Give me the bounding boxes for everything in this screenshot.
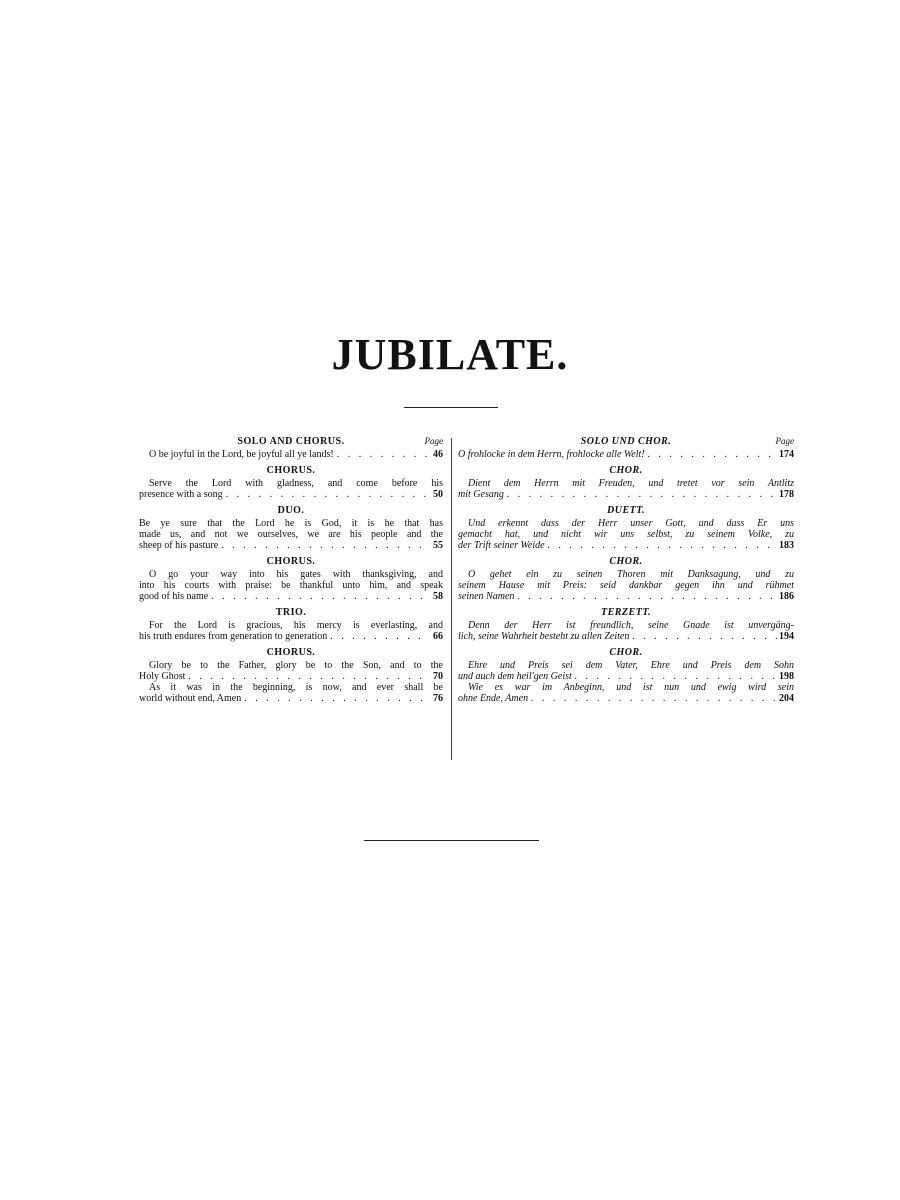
section-heading: CHOR. xyxy=(609,647,643,658)
line-text: As it was in the beginning, is now, and ever shall be xyxy=(149,682,443,693)
contents-line xyxy=(139,518,443,529)
line-text: lich, seine Wahrheit besteht zu allen Zeiten xyxy=(458,631,630,642)
dot-leader xyxy=(185,671,429,682)
section-heading: TERZETT. xyxy=(600,607,652,618)
contents-line xyxy=(139,580,443,591)
page-number: 198 xyxy=(779,671,794,682)
column-divider xyxy=(451,438,452,760)
page-number: 76 xyxy=(433,693,443,704)
page-number: 183 xyxy=(779,540,794,551)
dot-leader xyxy=(223,489,429,500)
dot-leader xyxy=(629,631,779,642)
contents-section xyxy=(458,505,794,551)
contents-line xyxy=(139,682,443,693)
line-text: Glory be to the Father, glory be to the Son, and to the xyxy=(149,660,443,671)
contents-line xyxy=(458,529,794,540)
contents-line xyxy=(139,591,443,602)
contents-section xyxy=(458,647,794,704)
line-text: und auch dem heil'gen Geist xyxy=(458,671,572,682)
contents-line xyxy=(458,591,794,602)
section-heading: CHORUS. xyxy=(266,465,316,476)
line-text: O frohlocke in dem Herrn, frohlocke alle Welt! xyxy=(458,449,645,460)
line-text: Denn der Herr ist freundlich, seine Gnade ist unvergäng- xyxy=(468,620,794,631)
page-number: 46 xyxy=(433,449,443,460)
line-text: der Trift seiner Weide xyxy=(458,540,545,551)
title-rule xyxy=(404,407,498,408)
section-heading: CHORUS. xyxy=(266,647,316,658)
dot-leader xyxy=(208,591,429,602)
contents-line xyxy=(458,671,794,682)
page-number: 204 xyxy=(779,693,794,704)
section-heading: DUO. xyxy=(277,505,305,516)
line-text: ohne Ende, Amen xyxy=(458,693,529,704)
english-contents xyxy=(139,436,443,709)
page-number: 194 xyxy=(779,631,794,642)
line-text: Und erkennt dass der Herr unser Gott, und dass Er uns xyxy=(468,518,794,529)
contents-section xyxy=(458,556,794,602)
contents-section xyxy=(458,465,794,500)
contents-section xyxy=(458,436,794,460)
dot-leader xyxy=(241,693,429,704)
contents-line xyxy=(139,478,443,489)
contents-section xyxy=(139,465,443,500)
line-text: made us, and not we ourselves, we are his people and the xyxy=(139,529,443,540)
line-text: his truth endures from generation to generation xyxy=(139,631,328,642)
contents-section xyxy=(139,607,443,642)
contents-line xyxy=(139,660,443,671)
section-heading: DUETT. xyxy=(607,505,645,516)
line-text: mit Gesang xyxy=(458,489,504,500)
section-heading: CHOR. xyxy=(609,465,643,476)
page-column-header: Page xyxy=(424,436,443,446)
dot-leader xyxy=(327,631,429,642)
contents-section xyxy=(139,505,443,551)
line-text: Wie es war im Anbeginn, und ist nun und ewig wird sein xyxy=(468,682,794,693)
dot-leader xyxy=(504,489,779,500)
page-number: 178 xyxy=(779,489,794,500)
line-text: good of his name xyxy=(139,591,209,602)
dot-leader xyxy=(218,540,429,551)
contents-line xyxy=(139,529,443,540)
dot-leader xyxy=(334,449,429,460)
line-text: gemacht hat, und nicht wir uns selbst, zu seinem Volke, zu xyxy=(458,529,794,540)
contents-line xyxy=(458,631,794,642)
contents-line xyxy=(139,540,443,551)
contents-line xyxy=(458,569,794,580)
page-number: 55 xyxy=(433,540,443,551)
line-text: seinem Hause mit Preis: seid dankbar gegen ihn und rühmet xyxy=(458,580,794,591)
line-text: Dient dem Herrn mit Freuden, und tretet vor sein Antlitz xyxy=(468,478,794,489)
contents-section xyxy=(139,556,443,602)
contents-line xyxy=(458,449,794,460)
page-number: 50 xyxy=(433,489,443,500)
line-text: Ehre und Preis sei dem Vater, Ehre und Preis dem Sohn xyxy=(468,660,794,671)
contents-line xyxy=(458,518,794,529)
dot-leader xyxy=(545,540,779,551)
contents-line xyxy=(458,620,794,631)
contents-line xyxy=(139,489,443,500)
dot-leader xyxy=(528,693,779,704)
page-number: 186 xyxy=(779,591,794,602)
contents-line xyxy=(139,449,443,460)
line-text: Serve the Lord with gladness, and come before his xyxy=(149,478,443,489)
dot-leader xyxy=(572,671,779,682)
page-number: 58 xyxy=(433,591,443,602)
line-text: presence with a song xyxy=(139,489,223,500)
contents-line xyxy=(458,660,794,671)
contents-line xyxy=(139,569,443,580)
dot-leader xyxy=(645,449,779,460)
contents-section xyxy=(139,647,443,704)
closing-rule xyxy=(364,840,539,841)
contents-line xyxy=(139,693,443,704)
line-text: world without end, Amen xyxy=(139,693,242,704)
line-text: For the Lord is gracious, his mercy is everlasting, and xyxy=(149,620,443,631)
section-heading: SOLO AND CHORUS. xyxy=(237,436,345,447)
contents-section xyxy=(139,436,443,460)
page-number: 174 xyxy=(779,449,794,460)
german-contents xyxy=(458,436,794,709)
contents-section xyxy=(458,607,794,642)
contents-line xyxy=(458,580,794,591)
page-column-header: Page xyxy=(775,436,794,446)
line-text: O be joyful in the Lord, be joyful all ye lands! xyxy=(149,449,334,460)
contents-line xyxy=(458,693,794,704)
contents-line xyxy=(458,489,794,500)
section-heading: CHOR. xyxy=(609,556,643,567)
contents-line xyxy=(458,540,794,551)
line-text: Be ye sure that the Lord he is God, it is he that has xyxy=(139,518,443,529)
section-heading: TRIO. xyxy=(275,607,307,618)
dot-leader xyxy=(514,591,779,602)
line-text: seinen Namen xyxy=(458,591,515,602)
contents-line xyxy=(139,631,443,642)
line-text: O gehet ein zu seinen Thoren mit Danksagung, und zu xyxy=(468,569,794,580)
line-text: sheep of his pasture xyxy=(139,540,219,551)
page-number: 66 xyxy=(433,631,443,642)
line-text: into his courts with praise: be thankful unto him, and speak xyxy=(139,580,443,591)
line-text: O go your way into his gates with thanksgiving, and xyxy=(149,569,443,580)
contents-line xyxy=(139,620,443,631)
contents-line xyxy=(139,671,443,682)
contents-line xyxy=(458,682,794,693)
line-text: Holy Ghost xyxy=(139,671,186,682)
contents-line xyxy=(458,478,794,489)
page-title: JUBILATE. xyxy=(331,330,569,379)
page-number: 70 xyxy=(433,671,443,682)
section-heading: CHORUS. xyxy=(266,556,316,567)
section-heading: SOLO UND CHOR. xyxy=(580,436,672,447)
